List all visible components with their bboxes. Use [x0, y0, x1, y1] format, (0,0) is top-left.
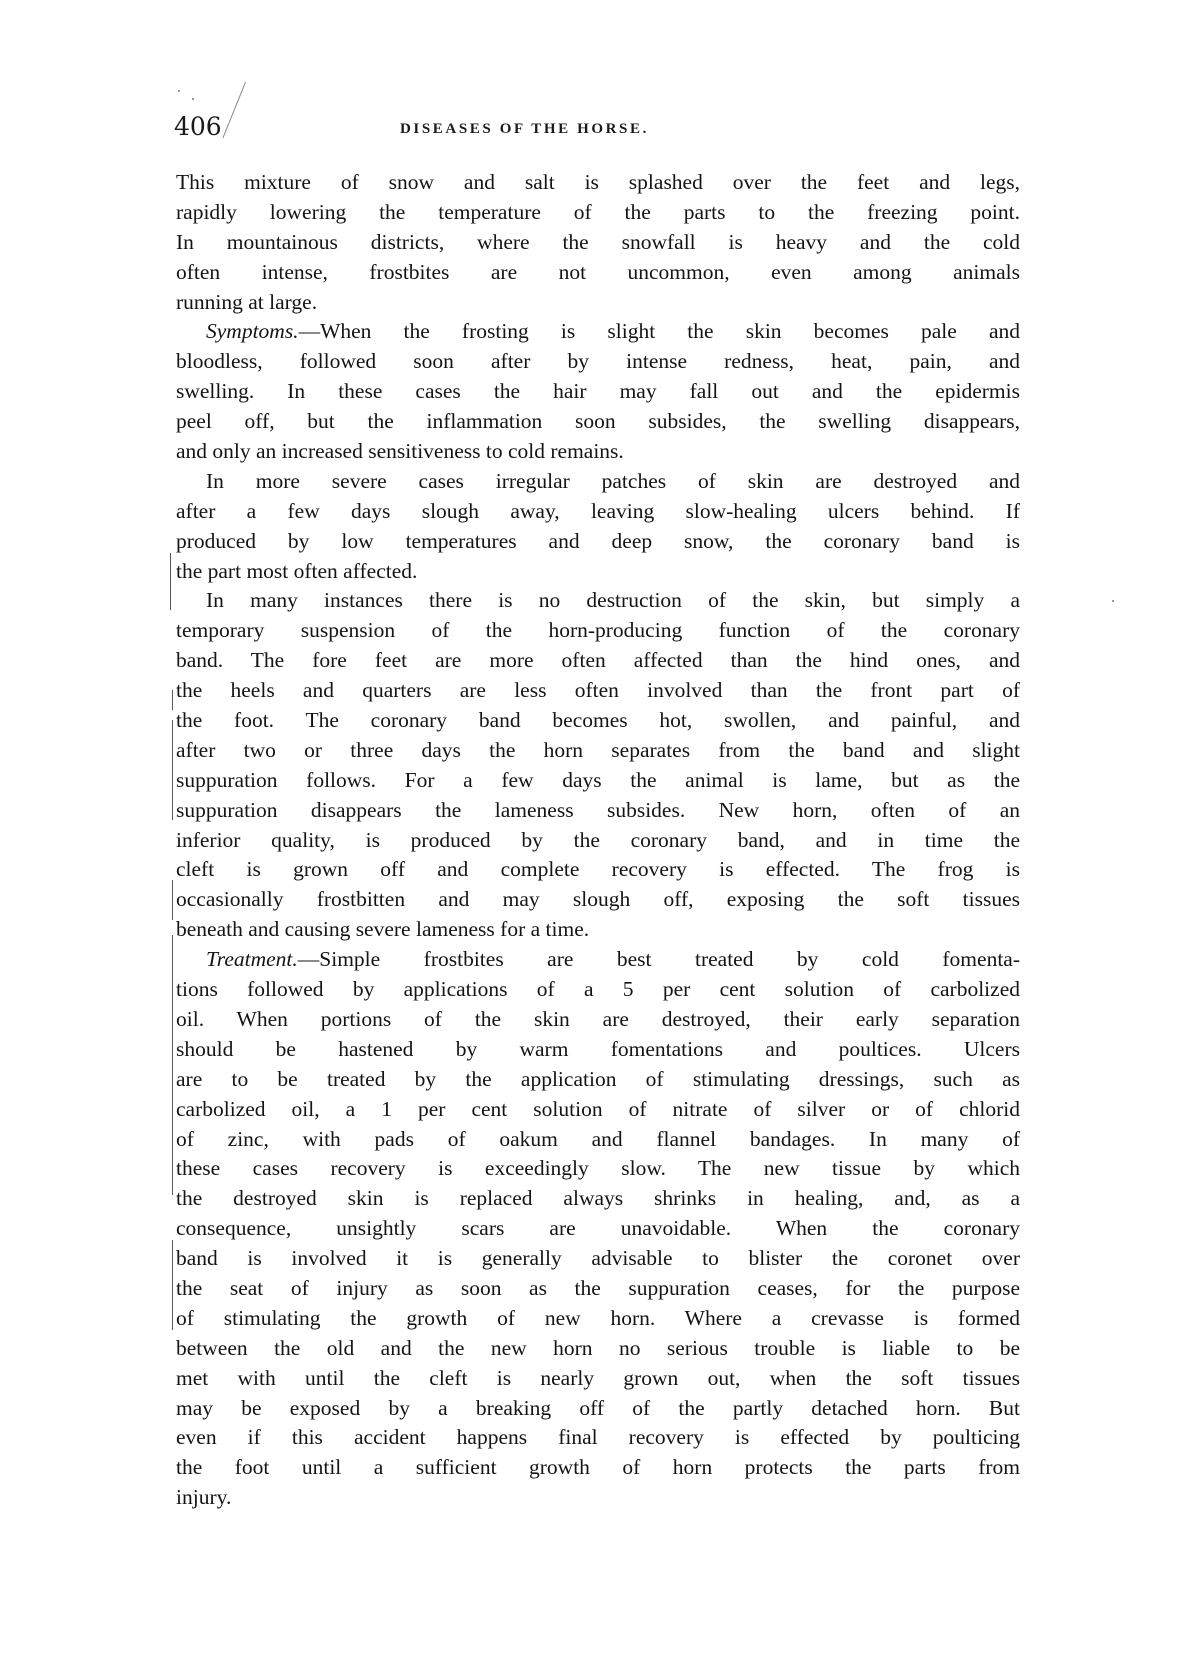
text-line [176, 1423, 1020, 1453]
text-line [176, 646, 1020, 676]
page-number: 406 [174, 112, 222, 141]
line-text: swelling. In these cases the hair may fall out and the epidermis [176, 379, 1020, 404]
text-line [176, 1364, 1020, 1394]
line-text: beneath and causing severe lameness for a time. [176, 917, 590, 942]
line-text: between the old and the new horn no serious trouble is liable to be [176, 1335, 1020, 1360]
text-line [176, 766, 1020, 796]
text-line [176, 736, 1020, 766]
text-line [176, 557, 1020, 587]
text-line [176, 168, 1020, 198]
text-line [176, 1125, 1020, 1155]
line-text: after a few days slough away, leaving slow-healing ulcers behind. If [176, 498, 1020, 523]
line-text: cleft is grown off and complete recovery is effected. The frog is [176, 857, 1020, 882]
line-text: suppuration follows. For a few days the animal is lame, but as the [176, 767, 1020, 792]
text-line [176, 616, 1020, 646]
running-head-title: DISEASES OF THE HORSE. [400, 121, 649, 137]
text-line [176, 258, 1020, 288]
text-line [176, 1244, 1020, 1274]
section-heading: Symptoms. [206, 319, 299, 344]
line-text: carbolized oil, a 1 per cent solution of nitrate of silver or of chlorid [176, 1096, 1020, 1121]
text-line [176, 1453, 1020, 1483]
scan-speck [192, 98, 194, 100]
paragraph [176, 467, 1020, 587]
line-text: —When the frosting is slight the skin becomes pale and [298, 319, 1020, 344]
line-text: of zinc, with pads of oakum and flannel bandages. In many of [176, 1126, 1020, 1151]
line-text: even if this accident happens final recovery is effected by poulticing [176, 1425, 1020, 1450]
line-text: the foot. The coronary band becomes hot, swollen, and painful, and [176, 708, 1020, 733]
line-text: these cases recovery is exceedingly slow. The new tissue by which [176, 1156, 1020, 1181]
text-line [176, 975, 1020, 1005]
scan-speck [1112, 600, 1114, 602]
paragraph [176, 945, 1020, 1513]
text-line [176, 945, 1020, 975]
body-text [176, 168, 1020, 1513]
text-line [176, 1334, 1020, 1364]
text-line [176, 826, 1020, 856]
paragraph [176, 317, 1020, 466]
margin-line [172, 1240, 173, 1330]
text-line [176, 467, 1020, 497]
line-text: In more severe cases irregular patches of skin are destroyed and [206, 468, 1020, 493]
line-text: This mixture of snow and salt is splashed over the feet and legs, [176, 170, 1020, 194]
text-line [176, 198, 1020, 228]
text-line [176, 855, 1020, 885]
text-line [176, 317, 1020, 347]
line-text: In mountainous districts, where the snowfall is heavy and the cold [176, 229, 1020, 254]
line-text: occasionally frostbitten and may slough off, exposing the soft tissues [176, 887, 1020, 912]
line-text: running at large. [176, 289, 318, 314]
text-line [176, 1214, 1020, 1244]
text-line [176, 885, 1020, 915]
text-line [176, 676, 1020, 706]
line-text: after two or three days the horn separates from the band and slight [176, 737, 1020, 762]
text-line [176, 437, 1020, 467]
line-text: band. The fore feet are more often affected than the hind ones, and [176, 648, 1020, 673]
paragraph [176, 168, 1020, 317]
line-text: the foot until a sufficient growth of horn protects the parts from [176, 1455, 1020, 1480]
text-line [176, 288, 1020, 318]
text-line [176, 1065, 1020, 1095]
text-line [176, 586, 1020, 616]
margin-line [172, 935, 173, 1195]
line-text: and only an increased sensitiveness to cold remains. [176, 439, 624, 464]
scan-speck [178, 90, 180, 92]
margin-line [172, 720, 173, 820]
text-line [176, 1005, 1020, 1035]
line-text: consequence, unsightly scars are unavoidable. When the coronary [176, 1216, 1020, 1241]
line-text: inferior quality, is produced by the coronary band, and in time the [176, 827, 1020, 852]
line-text: are to be treated by the application of stimulating dressings, such as [176, 1066, 1020, 1091]
text-line [176, 706, 1020, 736]
text-line [176, 228, 1020, 258]
margin-line [172, 880, 173, 920]
margin-line [170, 570, 171, 610]
text-line [176, 377, 1020, 407]
line-text: peel off, but the inflammation soon subsides, the swelling disappears, [176, 409, 1020, 434]
text-line [176, 1304, 1020, 1334]
text-line [176, 1394, 1020, 1424]
text-line [176, 527, 1020, 557]
text-line [176, 347, 1020, 377]
line-text: may be exposed by a breaking off of the partly detached horn. But [176, 1395, 1020, 1420]
line-text: the destroyed skin is replaced always shrinks in healing, and, as a [176, 1186, 1020, 1211]
line-text: injury. [176, 1485, 232, 1510]
line-text: the heels and quarters are less often involved than the front part of [176, 678, 1020, 703]
line-text: suppuration disappears the lameness subsides. New horn, often of an [176, 797, 1020, 822]
line-text: —Simple frostbites are best treated by cold fomenta- [297, 947, 1020, 972]
text-line [176, 1483, 1020, 1513]
line-text: the part most often affected. [176, 558, 418, 583]
line-text: produced by low temperatures and deep snow, the coronary band is [176, 528, 1020, 553]
text-line [176, 407, 1020, 437]
line-text: met with until the cleft is nearly grown out, when the soft tissues [176, 1365, 1020, 1390]
line-text: the seat of injury as soon as the suppuration ceases, for the purpose [176, 1275, 1020, 1300]
line-text: oil. When portions of the skin are destroyed, their early separation [176, 1006, 1020, 1031]
line-text: should be hastened by warm fomentations and poultices. Ulcers [176, 1036, 1020, 1061]
text-line [176, 915, 1020, 945]
text-line [176, 1095, 1020, 1125]
line-text: of stimulating the growth of new horn. Where a crevasse is formed [176, 1305, 1020, 1330]
line-text: In many instances there is no destruction of the skin, but simply a [206, 588, 1020, 613]
paragraph [176, 586, 1020, 945]
margin-line [172, 690, 173, 710]
line-text: tions followed by applications of a 5 per cent solution of carbolized [176, 977, 1020, 1002]
line-text: band is involved it is generally advisable to blister the coronet over [176, 1246, 1020, 1271]
text-line [176, 497, 1020, 527]
line-text: often intense, frostbites are not uncommon, even among animals [176, 259, 1020, 284]
line-text: temporary suspension of the horn-producing function of the coronary [176, 618, 1020, 643]
text-line [176, 1274, 1020, 1304]
running-head [174, 112, 1022, 148]
section-heading: Treatment. [206, 947, 298, 972]
text-line [176, 1154, 1020, 1184]
text-line [176, 1184, 1020, 1214]
text-line [176, 796, 1020, 826]
text-line [176, 1035, 1020, 1065]
line-text: bloodless, followed soon after by intense redness, heat, pain, and [176, 349, 1020, 374]
line-text: rapidly lowering the temperature of the parts to the freezing point. [176, 199, 1020, 224]
